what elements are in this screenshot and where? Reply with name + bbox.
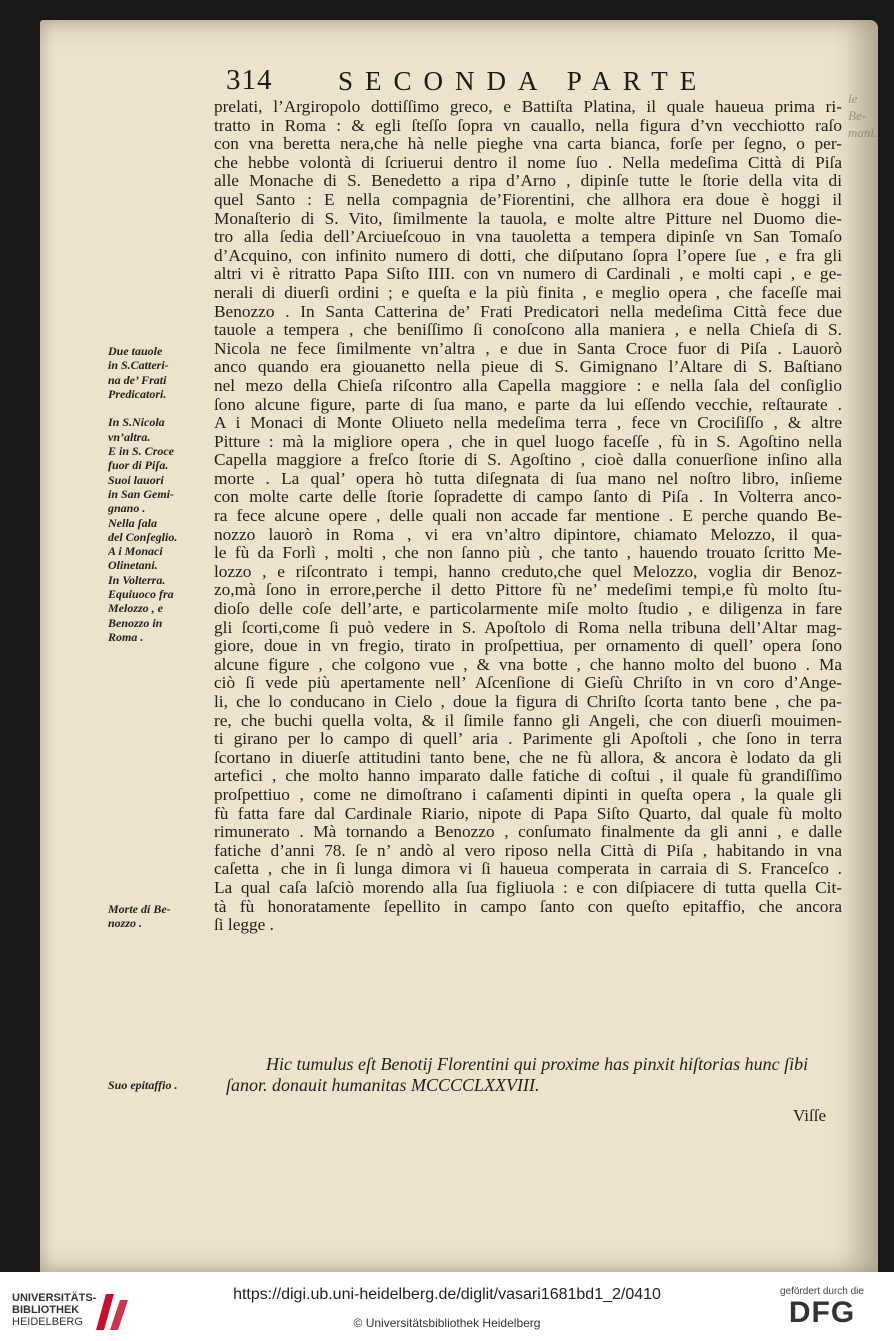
text-line: alcune figure , che colgono vue , & vna botte , che hanno molto del buono . Ma xyxy=(214,655,842,674)
bleed-line: mani. xyxy=(848,125,878,140)
viewer-footer xyxy=(0,1272,894,1341)
margin-note-death xyxy=(108,902,208,931)
text-line: zo,mà ſono in errore,perche il detto Pittore fù ne’ medeſimi tempi,e fù molto ſtu- xyxy=(214,581,842,600)
text-line: ti girano per lo campo di quell’ aria . Parimente gli Apoſtoli , che ſono in terra xyxy=(214,730,842,749)
text-line: re, che buchi quella volta, & il ſimile fanno gli Angeli, che con diuerſi mouimen- xyxy=(214,711,842,730)
text-line: ſi legge . xyxy=(214,916,274,935)
margin-note-line: Olinetani. xyxy=(108,558,158,573)
text-line: fatiche d’anni 78. ſe n’ andò al vero riposo nella Città di Piſa , habitando in vna xyxy=(214,841,842,860)
text-line: morte . La qual’ opera hò tutta diſegnata di ſua mano nel noſtro libro, inſieme xyxy=(214,469,842,488)
page-number: 314 xyxy=(226,64,273,96)
text-line: alle Monache di S. Benedetto a ripa d’Arno , dipinſe tutte le ſtorie della vita di xyxy=(214,172,842,191)
text-line: lozzo , e riſcontrato i tempi, hanno creduto,che quel Melozzo, voglia dir Benoz- xyxy=(214,562,842,581)
bleed-line: le Be- xyxy=(848,91,867,123)
margin-note-line: E in S. Croce xyxy=(108,444,175,459)
text-line: Pitture : mà la migliore opera , che in quel luogo faceſſe , fù in S. Agoſtino nella xyxy=(214,432,842,451)
margin-note-line: Roma . xyxy=(108,629,144,644)
text-line: tratto in Roma : & egli ſteſſo ſopra vn cauallo, nella figura d’vn vecchiotto raſo xyxy=(214,116,842,135)
epitaph-line: Hic tumulus eſt Benotij Florentini qui proxime has pinxit hiſtorias hunc ſibi xyxy=(266,1054,809,1074)
body-text xyxy=(214,98,842,935)
text-line: Benozzo . In Santa Catterina de’ Frati Predicatori nella medeſima Città fece due xyxy=(214,302,842,321)
text-line: A i Monaci di Monte Oliueto nella medeſima terra , fece vn Crociſiſſo , & altre xyxy=(214,414,842,433)
margin-notes xyxy=(108,344,208,644)
epitaph-line: ſanor. donauit humanitas MCCCCLXXVIII. xyxy=(226,1075,540,1095)
text-line: d’Acquino, con infinito numero di dotti, che diſputano ſopra l’opere ſue , e fra gli xyxy=(214,246,842,265)
text-line: le fù da Forlì , molti , che non ſanno più , che tanto , hauendo trouato ſcritto Me- xyxy=(214,544,842,563)
dfg-wordmark: DFG xyxy=(788,1296,856,1329)
margin-note-line: na de’ Frati xyxy=(108,372,167,387)
margin-note-line: Nella ſala xyxy=(108,515,157,530)
text-line: fù fatta fare dal Cardinale Riario, nipote di Papa Siſto Quarto, dal quale fù molto xyxy=(214,804,842,823)
margin-note-line: del Conſeglio. xyxy=(108,529,178,544)
text-line: giore, doue in vn fregio, tirato in proſpettiua, per ornamento di quell’ opera ſono xyxy=(214,637,842,656)
facing-page-bleed xyxy=(848,90,878,170)
text-line: Monaſterio di S. Vito, ſimilmente la tauola, e molte altre Pitture nel Duomo die- xyxy=(214,209,842,228)
text-line: tro alla ſedia dell’Arciueſcouo in vna tauoletta a tempera dipinſe vn San Tomaſo xyxy=(214,228,842,247)
margin-note-line: Due tauole xyxy=(108,344,163,358)
text-line: dioſo delle coſe dell’arte, e particolarmente miſe molto ſtudio , e diligenza in fare xyxy=(214,600,842,619)
text-line: caſetta , che in ſi lunga dimora vi ſi haueua comperata in carraia di S. Franceſco . xyxy=(214,860,842,879)
text-line: con molte carte delle ſtorie ſopradette di campo ſanto di Piſa . In Volterra anco- xyxy=(214,488,842,507)
margin-note-epitaph: Suo epitaffio . xyxy=(108,1078,178,1092)
text-line: altri vi è ritratto Papa Siſto IIII. con vn numero di Cardinali , e molti capi , e ge- xyxy=(214,265,842,284)
running-title: SECONDA PARTE xyxy=(338,66,709,96)
library-name-line: UNIVERSITÄTS- xyxy=(12,1292,97,1304)
library-name-line: HEIDELBERG xyxy=(12,1316,83,1328)
margin-note-line: In Volterra. xyxy=(108,572,166,587)
text-line: La qual caſa laſciò morendo alla ſua figliuola : e con diſpiacere di tutta quella Cit- xyxy=(214,878,842,897)
margin-note-line: A i Monaci xyxy=(108,544,163,559)
dfg-logo[interactable] xyxy=(762,1286,882,1336)
page-url-link[interactable]: https://digi.ub.uni-heidelberg.de/diglit/vasari1681bd1_2/0410 xyxy=(233,1286,661,1303)
text-line: gli ſcorti,come ſi può vedere in S. Apoſtolo di Roma nella tribuna dell’Altar mag- xyxy=(214,618,842,637)
text-line: nozzo lauorò in Roma , vi era vn’altro dipintore, chiamato Melozzo, il qua- xyxy=(214,525,842,544)
text-line: tà fù honoratamente ſepellito in campo ſanto con queſto epitaffio, che ancora xyxy=(214,897,842,916)
text-line: con vna beretta nera,che hà nelle pieghe vna carta bianca, forſe per ſegno, o per- xyxy=(214,135,842,154)
copyright-text: © Universitätsbibliothek Heidelberg xyxy=(353,1316,541,1330)
text-line: ſcortano in diuerſe attitudini tanto bene, che ne fù allora, & ancora è lodato da gli xyxy=(214,748,842,767)
margin-note-line: Morte di Be- xyxy=(108,902,171,916)
text-line: ciò ſi vede più apertamente nell’ Aſcenſione di Gieſù Chriſto in vn coro d’Ange- xyxy=(214,674,842,693)
margin-note-line xyxy=(108,401,208,415)
margin-note-line: nozzo . xyxy=(108,916,143,931)
epitaph xyxy=(226,1054,866,1096)
text-line: ſono alcune figure, parte di ſua mano, e parte da lui eſſendo vecchie, reſtaurate . xyxy=(214,395,842,414)
book-page xyxy=(40,20,878,1272)
text-line: nerali di diuerſi ordini ; e queſta e la più finita , e meglio opera , che faceſſe mai xyxy=(214,283,842,302)
text-line: che hebbe volontà di ſcriuerui dentro il nome ſuo . Nella medeſima Città di Piſa xyxy=(214,153,842,172)
funded-by-text: gefördert durch die xyxy=(780,1286,864,1297)
text-line: Capella maggiore a freſco ſtorie di S. Agoſtino , cioè dalla conuerſione inſino alla xyxy=(214,451,842,470)
text-line: nel mezo della Chieſa riſcontro alla Capella maggiore : e nella ſala del conſiglio xyxy=(214,376,842,395)
text-line: li, che lo conducano in Cielo , doue la figura di Chriſto ſcorta tanto bene , che pa- xyxy=(214,693,842,711)
catchword: Viſſe xyxy=(793,1106,826,1125)
margin-note-line: fuor di Piſa. xyxy=(108,458,169,473)
text-line: ra fece alcune opere , delle quali non accade far mentione . E perche quando Be- xyxy=(214,507,842,526)
text-line: prelati, l’Argiropolo dottiſſimo greco, e Battiſta Platina, il quale haueua prima ri- xyxy=(214,98,842,116)
text-line: Nicola ne fece ſimilmente vn’altra , e due in Santa Croce fuor di Piſa . Lauorò xyxy=(214,339,842,358)
text-line: quel Santo : E nella compagnia de’Fiorentini, che allhora era doue è hoggi il xyxy=(214,190,842,209)
text-line: rimunerato . Mà tornando a Benozzo , conſumato finalmente da gli anni , e dalle xyxy=(214,823,842,842)
margin-note-line: Suoi lauori xyxy=(108,472,164,487)
text-line: artefici , che molto hanno imparato dalle fatiche di coſtui , il quale fù grandiſſimo xyxy=(214,767,842,786)
margin-note-line: Benozzo in xyxy=(108,615,163,630)
margin-note-line: In S.Nicola xyxy=(108,415,165,430)
margin-note-line: in S.Catteri- xyxy=(108,358,169,373)
margin-note-line: Predicatori. xyxy=(108,386,167,401)
text-line: proſpettiuo , come ne dimoſtrano i caſamenti dipinti in queſta opera , la quale gli xyxy=(214,785,842,804)
margin-note-line: gnano . xyxy=(108,501,146,516)
margin-note-line: Equiuoco fra xyxy=(108,587,174,602)
text-line: anco quando era giouanetto nella pieue di S. Gimignano l’Altare di S. Baſtiano xyxy=(214,358,842,377)
margin-note-line: vn’altra. xyxy=(108,429,151,444)
margin-note-line: in San Gemi- xyxy=(108,486,175,501)
text-line: tauole a tempera , che beniſſimo ſi conoſcono alla maniera , e nella Chieſa di S. xyxy=(214,321,842,340)
margin-note-line: Melozzo , e xyxy=(108,601,163,616)
library-name-line: BIBLIOTHEK xyxy=(12,1304,80,1316)
